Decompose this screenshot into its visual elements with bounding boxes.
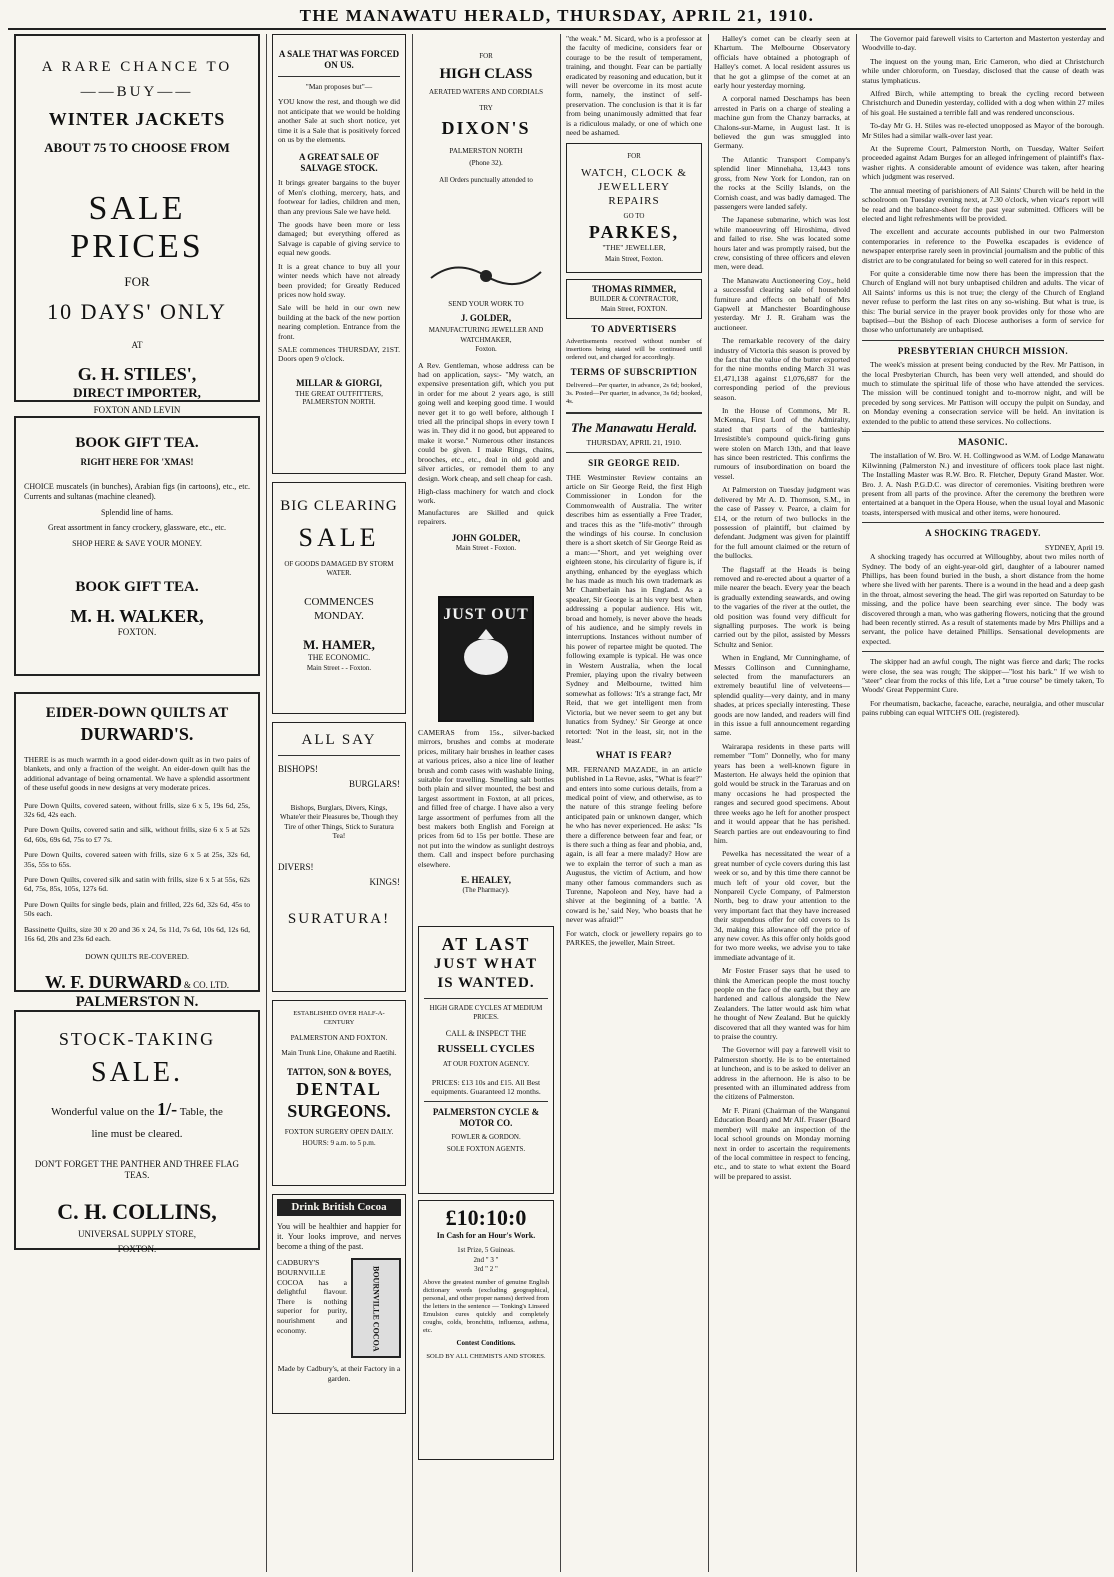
ad-body: Sale will be held in our own new building at the back of the new portion nearing completion. Entrance from the front. xyxy=(278,303,400,341)
cocoa-tin-icon: BOURNVILLE COCOA xyxy=(351,1258,401,1358)
article-text: "the weak." M. Sicard, who is a professor at the faculty of medicine, considers fear or courage to be the result of temperament, training, and thought. Fear can be partially eradicated by reasoning and education, but it will never be overcome in its most acute form, namely, the instinct of self-preservation. The conclusion is that it is far from being unanimously admitted that fear is a ridiculous malady, or one of which one need be ashamed. xyxy=(566,34,702,138)
ad-hamer-sale xyxy=(272,482,406,714)
ad-line: PALMERSTON NORTH. xyxy=(302,398,376,407)
column-rule xyxy=(412,34,413,1572)
ad-line: Foxton. xyxy=(475,345,497,354)
ad-line: FOXTON AND LEVIN xyxy=(93,405,181,415)
ad-body: THERE is as much warmth in a good eider-down quilt as in two pairs of blankets, and only a fraction of the weight. An eider-down quilt has the additional advantage of being ornamental. We have a splendid assortment of these useful goods in new designs at very moderate prices. xyxy=(24,755,250,793)
ad-rimmer xyxy=(566,279,702,319)
ad-line: A RARE CHANCE TO xyxy=(41,59,233,75)
article-paragraph: The Atlantic Transport Company's splendid liner Minnehaha, 13,443 tons gross, from New York for London, ran on the rocks at the Scilly Islands, on the Cornish coast, and was badly damaged. The passengers were landed safely. xyxy=(714,154,850,211)
ad-line: PALMERSTON NORTH xyxy=(449,147,523,156)
article-text: Advertisements received without number of insertions being stated will be continued until ordered out, and charged for accordingly. xyxy=(566,338,702,362)
article-paragraph: The week's mission at present being conducted by the Rev. Mr Pattison, in the local Presbyterian Church, has been very well attended, and should do much to stimulate the spiritual life of those who have attended the services. The mission will be continued tonight and to-morrow night, and will be preceded by song services. Mr Pattison will occupy the pulpit on Sunday, and on Monday evening a consecration service will be held. An invitation is extended to the public to attend these services. No collections. xyxy=(862,360,1104,426)
article-paragraph: The Japanese submarine, which was lost while manoeuvring off Hiroshima, dived and failed to rise. She was located some hours later and was promptly raised, but the crew, consisting of three officers and eleven men, were dead. xyxy=(714,215,850,272)
ad-headline: SURATURA! xyxy=(287,910,391,927)
ad-line: AERATED WATERS AND CORDIALS xyxy=(428,88,544,97)
ad-body: It is a great chance to buy all your winter needs which have not already been provided; for Greatly Reduced prices now hold sway. xyxy=(278,261,400,299)
ad-body: A Rev. Gentleman, whose address can be had on application, says:- "My watch, an expensive presentation gift, which you put in order for me about 2 years ago, is still going well and keeping good time. I would never get it to go well before, although I tried all the principal shops in every town I was in. They did it no good, but appeared to make it worse." Numerous other instances could be given. I make Rings, chains, brooches, etc., etc., deal in old gold and silver articles, or remodel them to any design. Work cheap, and sell cheap for cash. xyxy=(418,360,554,483)
ad-headline: Drink British Cocoa xyxy=(277,1199,401,1216)
ad-stiles-jackets xyxy=(14,34,260,415)
ad-line: "THE" JEWELLER, xyxy=(602,243,666,253)
section-heading: TO ADVERTISERS xyxy=(591,323,677,334)
ad-name: PARKES, xyxy=(588,222,680,243)
ad-name: M. HAMER, xyxy=(303,636,375,652)
ad-line: BURGLARS! xyxy=(348,779,400,789)
ad-headline: DENTAL xyxy=(296,1078,382,1099)
ad-line: DIVERS! xyxy=(278,861,314,872)
column-rule xyxy=(856,34,857,1572)
ad-tatton-dental xyxy=(272,1000,406,1186)
article-paragraph: The excellent and accurate accounts published in our two Palmerston contemporaries in reference to the Powelka escapades is evidence of newspaper enterprise rarely seen in provincial journalism and the public of this district are to be congratulated for being so well catered for in this respect. xyxy=(862,227,1104,265)
ad-line: FOR xyxy=(479,52,493,60)
newspaper-nameplate: The Manawatu Herald. xyxy=(570,419,698,435)
ad-line: BISHOPS! xyxy=(278,764,319,774)
article-paragraph: At the Supreme Court, Palmerston North, on Tuesday, Walter Seifert proceeded against Adam Burges for an alleged infringement of plaintiff's flax-washer rights. A considerable amount of evidence was taken, after hearing which judgment was reserved. xyxy=(862,144,1104,182)
article-text: THE Westminster Review contains an article on Sir George Reid, the first High Commissioner in London for the Commonwealth of Australia. The writer describes him as essentially a Free Trader, and traces this as the "life-motiv" through the windings of his course. In conclusion there is a short sketch of Sir George Reid as a man:—"Short, and yet weighing over eighteen stone, his circularity of figure is, if anything, enhanced by the eyeglass which he has made as much his own trademark as Mr Chamberlain has in England. As a speaker, Sir George is at his very best when addressing a popular audience. His wit, broad and homely, is never above the heads of his audience, and he simply revels in interruptions. Instances without number of his power of repartee might be quoted. The following example is typical. He was once in Western Australia, when the local Premier, playing upon the rivalry between Sydney and Melbourne, twitted him somewhat as follows: 'It's a strange fact, Mr Reid, that we get intelligent men from Victoria, but we never seem to get any but lunatics from Sydney.' Sir George at once retorted: 'Not in the least, sir, not in the least.' xyxy=(566,472,702,745)
ad-dixon xyxy=(418,34,554,252)
ad-durward-quilts xyxy=(14,692,260,1010)
ad-line: 3rd " 2 " xyxy=(474,1265,498,1274)
article-paragraph: Mr Foster Fraser says that he used to think the American people the most touchy people on the face of the earth, but they are hardened and callous alongside the New Zealanders. The latter would ask him what he thought of New Zealand. But he quickly discovered that all they wanted was for him to praise the country. xyxy=(714,966,850,1042)
article-text: For watch, clock or jewellery repairs go to PARKES, the jeweller, Main Street. xyxy=(566,928,702,948)
just-out-sign: JUST OUT xyxy=(438,596,534,722)
column-6 xyxy=(862,34,1104,1572)
ad-name: DIXON'S xyxy=(441,118,531,139)
ad-line: TRY xyxy=(479,103,493,112)
ad-line: FOR xyxy=(627,152,641,161)
ad-name: C. H. COLLINS, xyxy=(57,1199,217,1224)
ad-body: Manufactures are Skilled and quick repairers. xyxy=(418,507,554,527)
article-text: Delivered—Per quarter, in advance, 2s 6d; booked, 3s. Posted—Per quarter, in advance, 3s 6d; booked, 4s. xyxy=(566,381,702,405)
ad-headline: IS WANTED. xyxy=(437,975,535,991)
dateline: SYDNEY, April 19. xyxy=(1045,542,1104,552)
ad-line: OF GOODS DAMAGED BY STORM WATER. xyxy=(284,560,394,578)
ad-headline: 10 DAYS' ONLY xyxy=(47,299,227,324)
ad-line: Contest Conditions. xyxy=(456,1338,516,1347)
ad-line: Great assortment in fancy crockery, glassware, etc., etc. xyxy=(47,523,227,533)
ad-headline: £10:10:0 xyxy=(445,1205,527,1230)
ad-body: You will be healthier and happier for it. Your looks improve, and nerves become a thing of the past. xyxy=(277,1222,401,1252)
article-paragraph: Alfred Birch, while attempting to break the cycling record between Christchurch and Dunedin yesterday, collided with a dog when within 27 miles of his goal. He sustained a terrible fall and was rendered unconscious. xyxy=(862,89,1104,117)
ad-line: line must be cleared. xyxy=(91,1128,183,1140)
ad-line: All Orders punctually attended to xyxy=(439,176,533,185)
ad-name: TATTON, SON & BOYES, xyxy=(286,1066,392,1077)
article-paragraph: A shocking tragedy has occurred at Willoughby, about two miles north of Sydney. The body of an eight-year-old girl, daughter of a labourer named Phillips, has been found buried in the bush, a short distance from the home where she lived with her parents. There is a wound in the head and a deep gash in the throat, almost severing the head. The girl was reported on Saturday to be missing, and the police have been searching ever since. The body was discovered through a man, who was gathering flowers, noticing that the ground had been recently stirred. As a result of statements made by Mrs Phillips and a servant, the police have detained Phillips. Sensational developments are expected. xyxy=(862,552,1104,646)
ad-item: Pure Down Quilts, covered sateen with frills, size 6 x 5 at 25s, 32s 6d, 35s, 55s to 65s. xyxy=(24,850,250,869)
ad-headline: AT LAST xyxy=(441,934,531,954)
ad-line: Made by Cadbury's, at their Factory in a garden. xyxy=(277,1364,401,1383)
article-paragraph: Wairarapa residents in these parts will remember "Tom" Donnelly, who for many years has been a well-known figure in Masterton. He always held the opinion that gold would be struck in the Tararuas and on many occasions he had prospected the ranges and secured good specimens. About three weeks ago he left for another prospect and it would appear that he has perished. Search parties are out endeavouring to find him. xyxy=(714,741,850,845)
article-headline: A SHOCKING TRAGEDY. xyxy=(925,528,1041,539)
article-paragraph: To-day Mr G. H. Stiles was re-elected unopposed as Mayor of the borough. Mr Stiles had a similar walk-over last year. xyxy=(862,121,1104,140)
ad-name: M. H. WALKER, xyxy=(70,606,204,627)
ad-line: "Man proposes but"— xyxy=(305,82,373,91)
ad-line: & CO. LTD. xyxy=(183,979,230,990)
column-5 xyxy=(714,34,850,1572)
ad-item: Pure Down Quilts for single beds, plain and frilled, 22s 6d, 32s 6d, 45s to 50s each. xyxy=(24,899,250,919)
ad-line: SOLE FOXTON AGENTS. xyxy=(446,1144,526,1153)
ad-body: CHOICE muscatels (in bunches), Arabian figs (in cartoons), etc., etc. Currents and sultanas (machine cleaned). xyxy=(24,482,250,501)
article-headline: WHAT IS FEAR? xyxy=(595,750,673,761)
ad-name: E. HEALEY, xyxy=(461,875,511,886)
ornament-icon xyxy=(426,256,546,296)
ad-suratura-tea xyxy=(272,722,406,992)
ad-headline: BOOK GIFT TEA. xyxy=(75,435,199,451)
ad-line: Main Street, Foxton. xyxy=(605,254,663,263)
ad-line: PALMERSTON AND FOXTON. xyxy=(290,1033,388,1042)
ad-line: Main Trunk Line, Ohakune and Raetihi. xyxy=(281,1049,397,1058)
ad-line: THE ECONOMIC. xyxy=(307,652,371,662)
ad-body: It brings greater bargains to the buyer of Men's clothing, mercery, hats, and footwear for ladies, children and men, than any previous Sale we have held. xyxy=(278,178,400,216)
column-3 xyxy=(418,34,554,1572)
ad-name: PALMERSTON CYCLE & MOTOR CO. xyxy=(432,1107,540,1129)
ad-headline: STOCK-TAKING xyxy=(58,1029,216,1049)
ad-cadbury-cocoa xyxy=(272,1194,406,1414)
ad-headline: DURWARD'S. xyxy=(80,724,194,744)
ad-line: 2nd " 3 " xyxy=(473,1255,499,1264)
ad-line: DON'T FORGET THE PANTHER AND THREE FLAG TEAS. xyxy=(34,1159,240,1180)
ad-headline: HIGH CLASS xyxy=(439,66,533,83)
column-2 xyxy=(272,34,406,1572)
ad-line: DOWN QUILTS RE-COVERED. xyxy=(85,951,189,961)
article-paragraph: In the House of Commons, Mr R. McKenna, First Lord of the Admiralty, stated that parts of the battleship Irresistible's compound quick-firing guns were stolen on March 13th, and that leave has since been restricted. This confirms the rumours of insubordination on board the vessel. xyxy=(714,406,850,481)
article-paragraph: Mr F. Pirani (Chairman of the Wanganui Education Board) and Mr Alf. Fraser (Board member) will make an inspection of the local school grounds on Monday morning next in order to ascertain the requirements of the local committee in respect to fencing, etc., and to state to what extent the Board will be prepared to assist. xyxy=(714,1105,850,1181)
article-text: MR. FERNAND MAZADE, in an article published in La Revue, asks, "What is fear?" and enters into some curious details, from a medical point of view, and otherwise, as to the nature of this strange feeling before anticipated pain or unknown danger, which he who has never experienced. He asks: "Is there a difference between fear and fear, or is there such a thing as fear and phobia, and, again, is all fear a mere malady? How are we to explain the terror of such a man as Augustus, the victim of Actium, and how many other famous commanders such as Turenne, Napoleon and Ney, have had a shiver at the beginning of a battle. 'A coward is he,' said Ney, 'who boasts that he never was afraid!'" xyxy=(566,764,702,925)
ad-body: High-class machinery for watch and clock work. xyxy=(418,486,554,506)
money-bag-icon xyxy=(456,619,516,679)
ad-name: THOMAS RIMMER, xyxy=(592,284,676,295)
ad-line: SEND YOUR WORK TO xyxy=(448,300,524,308)
ad-line: FOR xyxy=(124,274,150,289)
ad-body: YOU know the rest, and though we did not anticipate that we would be holding another Sale at such short notice, yet time it is a Sale that is positively forced on us by the elements. xyxy=(278,97,400,145)
ad-headline: BOOK GIFT TEA. xyxy=(75,579,199,596)
ad-line: RUSSELL CYCLES xyxy=(437,1043,535,1056)
ad-body: Bishops, Burglars, Divers, Kings, Whate'er their Pleasures be, Though they Tire of other Things, Stick to Suratura Tea! xyxy=(279,804,399,841)
article-paragraph: The installation of W. Bro. W. H. Collingwood as W.M. of Lodge Manawatu Kilwinning (Palmerston N.) and investiture of officers took place last night. The Installing Master was R.W. Bro. R. Fletcher, Deputy Grand Master. Wor. Bro. J. A. Nash P.G.D.C. was director of ceremonies. Visiting brethren were present from all parts of the province. After the ceremony the brethren were entertained at a banquet in the Opera House, when the usual loyal and Masonic toasts, interspersed with musical and other items, were honoured. xyxy=(862,451,1104,517)
ad-line: UNIVERSAL SUPPLY STORE, xyxy=(77,1229,197,1239)
ad-line: CALL & INSPECT THE xyxy=(445,1028,527,1038)
article-paragraph: The Governor paid farewell visits to Carterton and Masterton yesterday and Woodville to-day. xyxy=(862,34,1104,53)
ad-collins-stocktaking xyxy=(14,1010,260,1254)
ad-line: DIRECT IMPORTER, xyxy=(73,385,201,400)
ad-line: AT OUR FOXTON AGENCY. xyxy=(442,1060,530,1069)
article-paragraph: The skipper had an awful cough, The night was fierce and dark; The rocks were close, the sea was rough; The skipper—"lost his bark." If we wish to "steer" clear from the rocks of this life, Let a "true course" be timely taken, To Woods' Great Peppermint Cure. xyxy=(862,657,1104,695)
ad-body: SALE commences THURSDAY, 21ST. Doors open 9 o'clock. xyxy=(278,344,400,364)
article-paragraph: The annual meeting of parishioners of All Saints' Church will be held in the schoolroom on Tuesday evening next, at 7.30 o'clock, when vicar's report will be read and the balance-sheet for the past year submitted. Officers will be elected and light refreshments will be provided. xyxy=(862,185,1104,223)
ad-line: Main Street - - Foxton. xyxy=(306,664,372,673)
article-paragraph: For quite a considerable time now there has been the impression that the Church of England will not bury unbaptised children and adults. The vicar of All Saints' informs us this is not true; the clergy of the Church of England never refuse to perform the last rites on any so-wishing. But what is true, is this: The burial service in the prayer book provides only for those who are baptised—but the Bishop of each Diocese authorises a form of service for those who unfortunately are unbaptised. xyxy=(862,268,1104,335)
ad-line: ESTABLISHED OVER HALF-A-CENTURY xyxy=(293,1010,385,1027)
ad-line: (Phone 32). xyxy=(469,158,503,167)
ad-line: In Cash for an Hour's Work. xyxy=(436,1231,536,1240)
ad-line: (The Pharmacy). xyxy=(462,886,510,895)
article-paragraph: At Palmerston on Tuesday judgment was delivered by Mr A. D. Thomson, S.M., in the case of Passey v. Pearce, a claim for £14, or the return of two bullocks in the possession of plaintiff, but claimed by defendant. Judgment was given for plaintiff for the full amount claimed or the return of the bullocks. xyxy=(714,485,850,561)
ad-line: 1st Prize, 5 Guineas. xyxy=(457,1246,515,1255)
ad-line: Splendid line of hams. xyxy=(101,508,173,517)
ad-line: HOURS: 9 a.m. to 5 p.m. xyxy=(302,1139,376,1148)
ad-line: Main Street - Foxton. xyxy=(455,543,517,552)
ad-golder xyxy=(418,300,554,590)
article-headline: SIR GEORGE REID. xyxy=(588,458,680,469)
ad-headline: EIDER-DOWN QUILTS AT xyxy=(45,705,229,721)
ad-headline: WATCH, CLOCK & JEWELLERY REPAIRS xyxy=(581,166,687,207)
ad-line: Main Street, FOXTON. xyxy=(600,304,668,313)
column-rule xyxy=(266,34,267,1572)
ad-headline: SURGEONS. xyxy=(287,1100,391,1121)
ad-headline: JUST WHAT xyxy=(433,956,539,972)
masthead: THE MANAWATU HERALD, THURSDAY, APRIL 21, 1910. xyxy=(299,6,815,25)
ad-name-row xyxy=(24,971,250,993)
issue-date: THURSDAY, APRIL 21, 1910. xyxy=(586,437,682,447)
article-paragraph: The Governor will pay a farewell visit to Palmerston shortly. He is to be entertained at luncheon, and is to be asked to deliver an address in the afternoon. He is also to be presented with an illuminated address from the citizens of Palmerston. xyxy=(714,1045,850,1102)
ad-line: RIGHT HERE FOR 'XMAS! xyxy=(80,457,194,467)
ad-headline: SALE. xyxy=(91,1057,183,1088)
ad-item: Pure Down Quilts, covered satin and silk, without frills, size 6 x 5 at 52s 6d, 60s, 69s 6d, 75s to £7 7s. xyxy=(24,825,250,844)
ad-line: COMMENCES MONDAY. xyxy=(304,595,374,622)
ad-name: G. H. STILES', xyxy=(77,364,197,384)
ad-body: The goods have been more or less damaged; but everything offered as Salvage is capable of giving service to equal new goods. xyxy=(278,220,400,258)
article-headline: MASONIC. xyxy=(958,437,1008,448)
ad-palmerston-cycle xyxy=(418,926,554,1194)
article-paragraph: A corporal named Deschamps has been arrested in Paris on a charge of stealing a machine gun from the Chanzy barracks, at Chalons-sur-Marne, in August last. It is believed the gun was smuggled into Germany. xyxy=(714,94,850,151)
column-1 xyxy=(14,34,260,1572)
article-paragraph: The Manawatu Auctioneering Coy., held a successful clearing sale of household furniture and effects on behalf of Mrs Gapwell at Manchester Boardinghouse yesterday. Mr J. R. Graham was the auctioneer. xyxy=(714,275,850,332)
ad-tonking-prize xyxy=(418,1200,554,1460)
ad-headline: A SALE THAT WAS FORCED ON US. xyxy=(278,49,400,70)
ad-millar-giorgi xyxy=(272,34,406,474)
ad-headline: ALL SAY xyxy=(301,732,377,748)
ad-headline: A GREAT SALE OF SALVAGE STOCK. xyxy=(299,152,379,174)
ad-parkes xyxy=(566,143,702,273)
ad-line: BUILDER & CONTRACTOR, xyxy=(589,295,679,304)
ad-line: ——BUY—— xyxy=(80,84,194,100)
ad-name: MILLAR & GIORGI, xyxy=(296,377,382,388)
ad-healey xyxy=(418,596,554,926)
article-paragraph: For rheumatism, backache, faceache, earache, neuralgia, and other muscular pains rubbing can equal WITCH'S OIL (registered). xyxy=(862,698,1104,718)
ad-line: MANUFACTURING JEWELLER AND WATCHMAKER, xyxy=(428,326,544,344)
ad-line: FOXTON. xyxy=(117,627,157,638)
ad-line: SHOP HERE & SAVE YOUR MONEY. xyxy=(72,538,202,548)
ad-line: GO TO xyxy=(623,211,645,220)
article-paragraph: The remarkable recovery of the dairy industry of Victoria this season is proved by the fact that the value of the butter exported for the nine months ending March 31 was £1,471,138 against £1,076,687 for the corresponding period of the previous season. xyxy=(714,336,850,402)
section-heading: TERMS OF SUBSCRIPTION xyxy=(570,367,698,378)
ad-name: JOHN GOLDER, xyxy=(451,532,521,543)
ad-name: W. F. DURWARD xyxy=(44,971,182,992)
article-headline: PRESBYTERIAN CHURCH MISSION. xyxy=(897,345,1069,356)
ad-headline: SALE PRICES xyxy=(70,190,204,265)
article-paragraph: Halley's comet can be clearly seen at Khartum. The Melbourne Observatory officials have obtained a photograph of Halley's comet. A local resident assures us that he got a glimpse of the comet at an early hour yesterday morning. xyxy=(714,34,850,91)
ad-line: FOWLER & GORDON. xyxy=(451,1133,521,1142)
article-paragraph: When in England, Mr Cunninghame, of Messrs Collinson and Cunninghame, selected from the manufacturers an extremely beautiful line of velveteens—splendid quality—very dainty, and in many shades, at prices specially interesting. These goods are now landed, and readers will find in this issue a full announcement regarding same. xyxy=(714,653,850,738)
ad-item: Pure Down Quilts, covered sateen, without frills, size 6 x 5, 19s 6d, 25s, 32s 6d, 42s each. xyxy=(24,800,250,820)
ad-line: FOXTON. xyxy=(117,1244,157,1254)
column-rule xyxy=(708,34,709,1572)
article-paragraph: Pewelka has necessitated the wear of a great number of cycle covers during this last week or so, and by this time there cannot be much left of your old cover, but the Nonpareil Cycle Company, of Palmerston North, beg to draw your attention to the very important fact that they have increased their stupendous offer for old covers to 1s 3d, making this allowance off the price of any new cover. As this offer only holds good for two more weeks, we advise you to take immediate advantage of it. xyxy=(714,849,850,962)
ad-body: CADBURY'S BOURNVILLE COCOA has a delightful flavour. There is nothing superior for purity, nourishment and economy. xyxy=(277,1258,347,1335)
ad-line: HIGH GRADE CYCLES AT MEDIUM PRICES. xyxy=(429,1004,543,1022)
article-paragraph: The flagstaff at the Heads is being removed and re-erected about a quarter of a mile nearer the beach. Every year the beach is gradually extending seawards, and owing to the vagaries of the river at the outlet, the old position was found very difficult for signalling purposes. The work is being carried out by the pilot, assisted by Messrs Schultz and Senior. xyxy=(714,564,850,649)
ad-headline: WINTER JACKETS xyxy=(48,109,226,129)
column-4 xyxy=(566,34,702,1572)
ad-line: SOLD BY ALL CHEMISTS AND STORES. xyxy=(426,1353,546,1361)
ad-line: Wonderful value on the 1/- Table, the xyxy=(51,1099,223,1119)
ad-item: Bassinette Quilts, size 30 x 20 and 36 x 24, 5s 11d, 7s 6d, 10s 6d, 12s 6d, 16s 6d, 20s and 23s 6d each. xyxy=(24,924,250,944)
top-rule xyxy=(8,28,1106,30)
ad-line: THE GREAT OUTFITTERS, xyxy=(295,388,383,398)
ad-body: CAMERAS from 15s., silver-backed mirrors, brushes and combs at moderate prices, military hair brushes in leather cases at various prices, also a nice line of leather brush and comb cases with washable lining, suitable for travelling. Smelling salt bottles both plain and silver mounted, the best and largest assortment in Foxton, at all prices, and filled free of charge. I have also a very large assortment of perfumes from all the best makers both English and Foreign at prices from 6d to 15s per bottle. These are not put into the window as sunlight destroys them. Call and inspect before purchasing elsewhere. xyxy=(418,728,554,869)
ad-body: Above the greatest number of genuine English dictionary words (excluding geographical, personal, and other proper names) derived from the letters in the sentence — Tonking's Linseed Emulsion cures quickly and completely coughs, colds, bronchitis, influenza, asthma, etc. xyxy=(423,1278,549,1334)
ad-headline: BIG CLEARING xyxy=(280,498,398,514)
ad-line: ABOUT 75 TO CHOOSE FROM xyxy=(44,140,230,155)
ad-line: FOXTON SURGERY OPEN DAILY. xyxy=(284,1127,394,1136)
article-paragraph: The inquest on the young man, Eric Cameron, who died at Christchurch while under chloroform, on Tuesday, disclosed that the cause of death was status lymphaticus. xyxy=(862,56,1104,85)
ad-item: Pure Down Quilts, covered silk and satin with frills, size 6 x 5 at 55s, 62s 6d, 75s, 85s, 105s, 127s 6d. xyxy=(24,875,250,894)
ad-walker-booktea xyxy=(14,416,260,676)
ad-line: AT xyxy=(131,340,143,350)
ad-line: PRICES: £13 10s and £15. All Best equipments. Guaranteed 12 months. xyxy=(431,1077,541,1097)
ad-line: PALMERSTON N. xyxy=(75,993,199,1010)
ad-line: KINGS! xyxy=(369,876,400,887)
column-rule xyxy=(560,34,561,1572)
ad-headline: SALE xyxy=(298,523,380,552)
ad-name: J. GOLDER, xyxy=(460,313,512,324)
